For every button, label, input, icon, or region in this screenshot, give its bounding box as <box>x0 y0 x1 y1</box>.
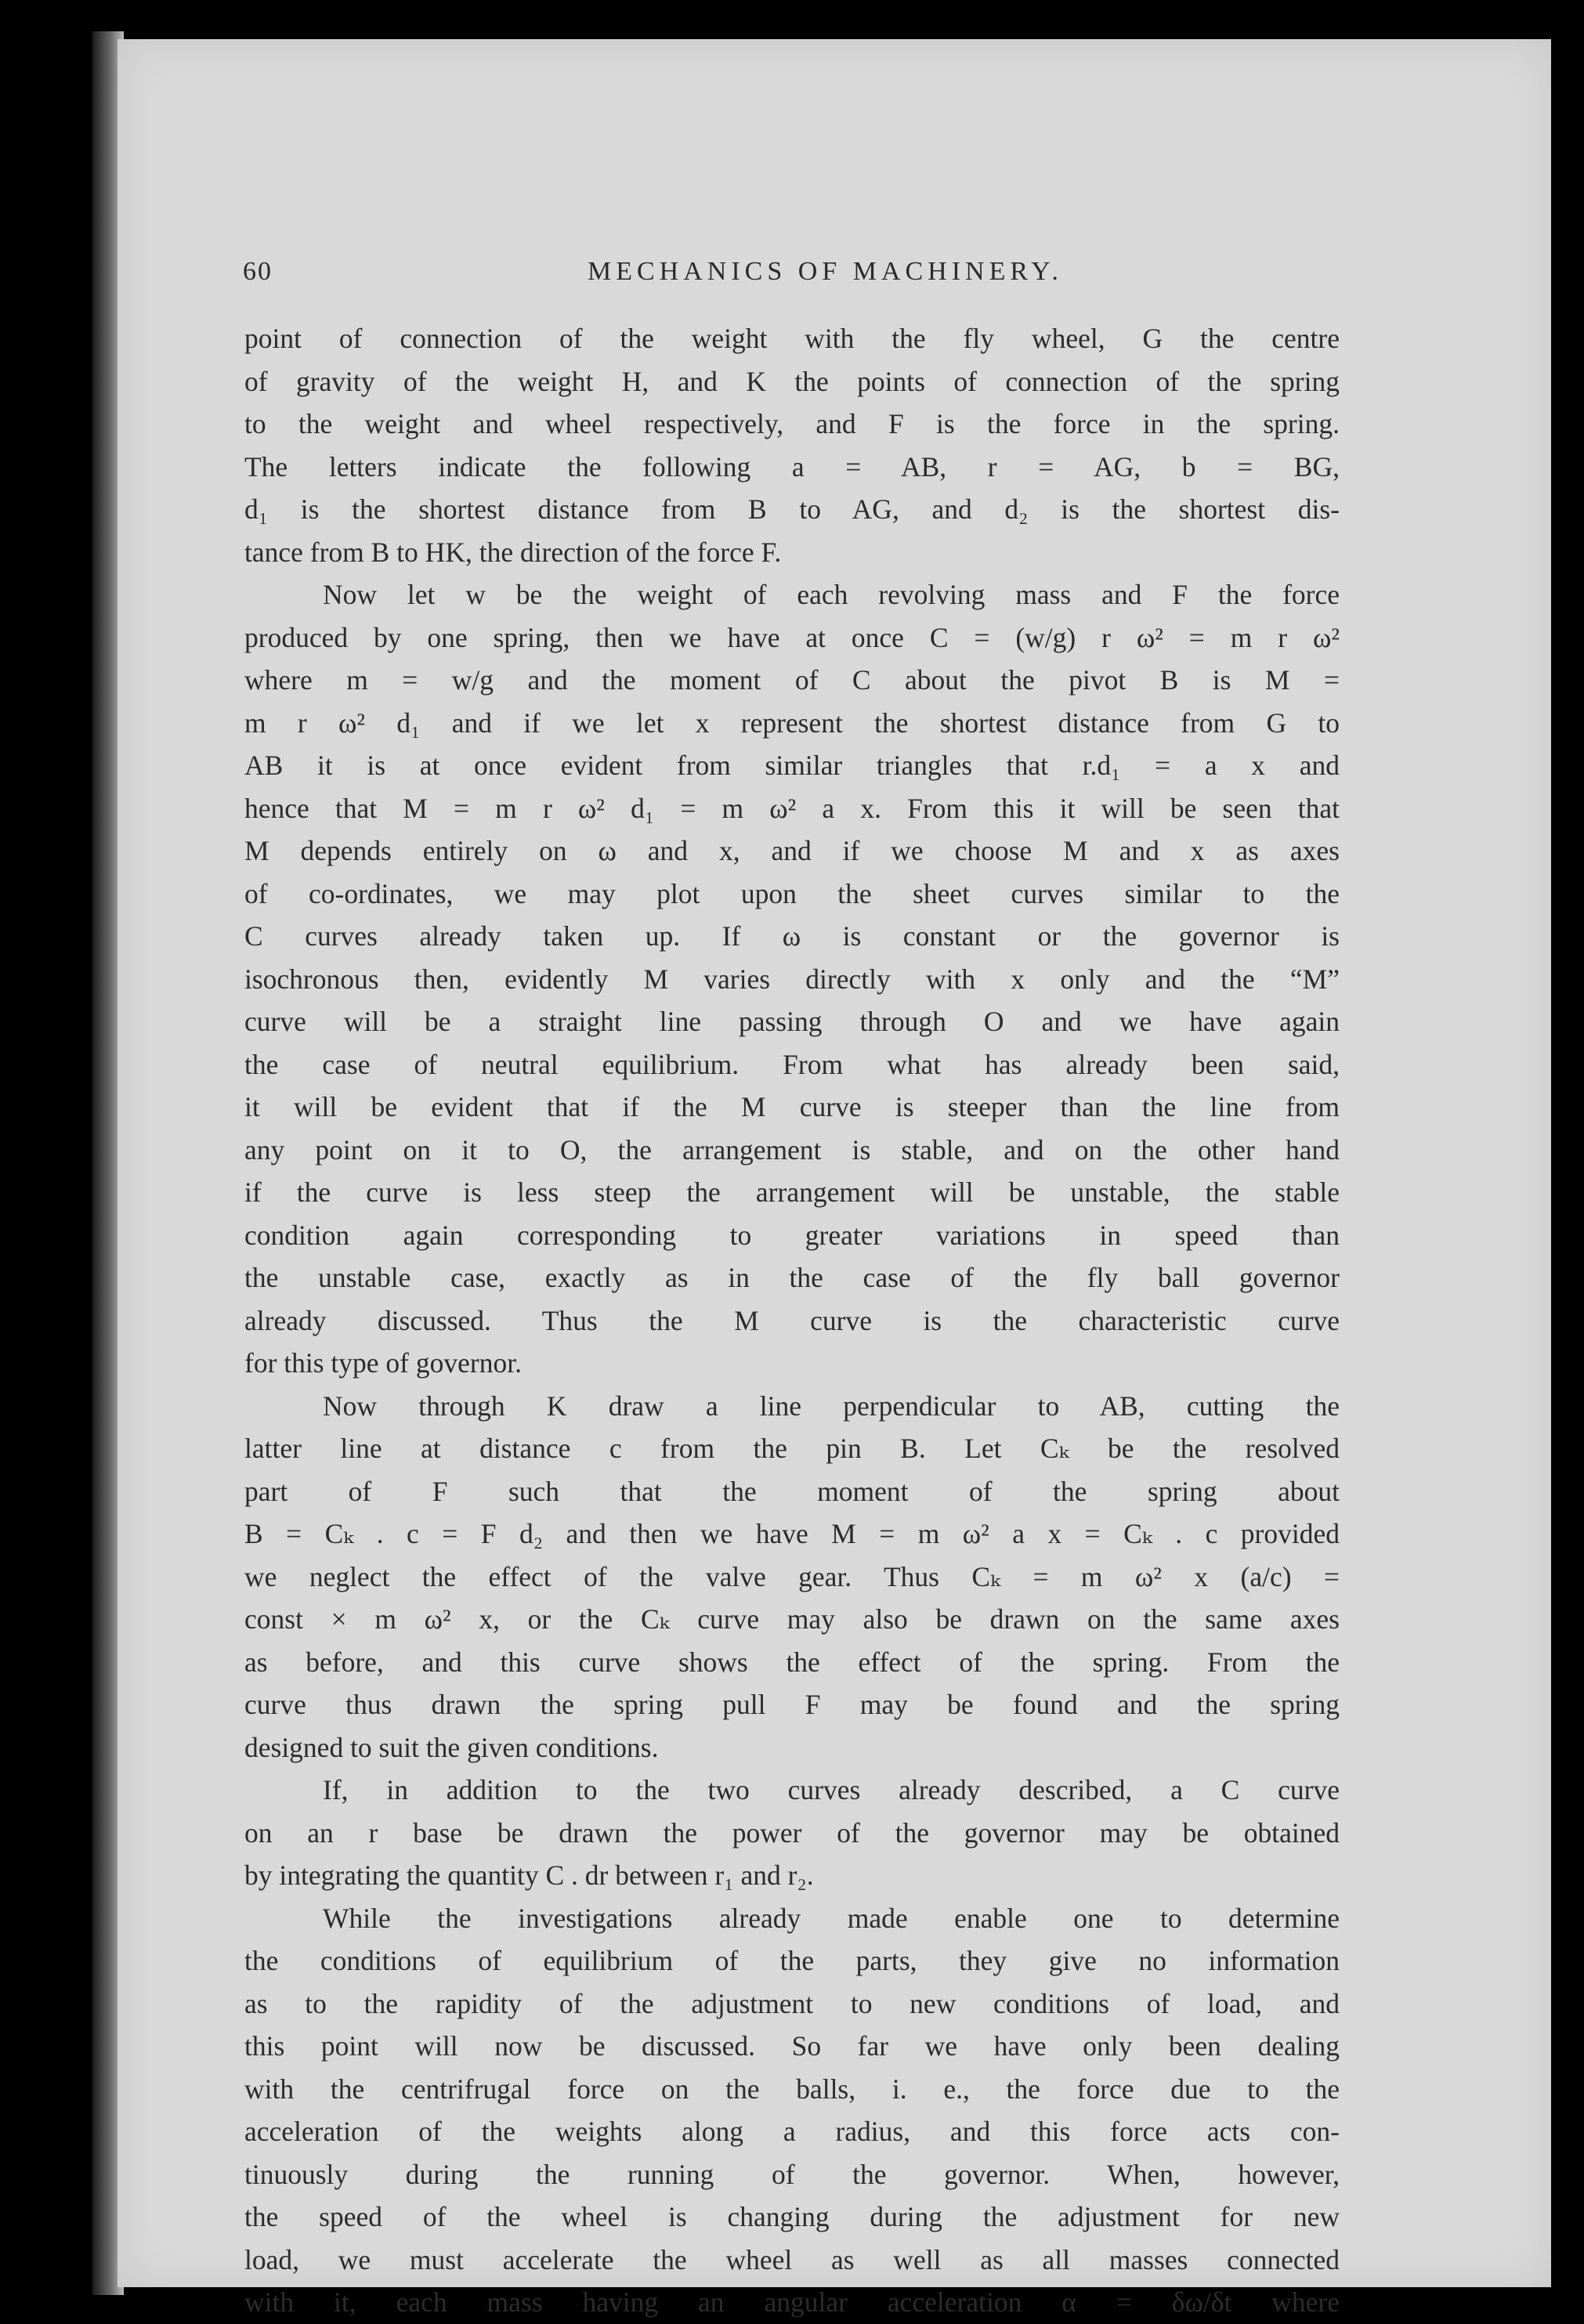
text-line: if the curve is less steep the arrangement will be unstable, the stable <box>244 1176 1340 1208</box>
text-line: curve thus drawn the spring pull F may be found and the spring <box>244 1689 1340 1720</box>
text-line: B = Cₖ . c = F d₂ and then we have M = m ω² a x = Cₖ . c provided <box>244 1518 1340 1549</box>
text-line: Now let w be the weight of each revolving mass and F the force <box>323 579 1340 610</box>
text-line: we neglect the effect of the valve gear. Thus Cₖ = m ω² x (a/c) = <box>244 1560 1340 1592</box>
text-line: const × m ω² x, or the Cₖ curve may also be drawn on the same axes <box>244 1603 1340 1635</box>
text-line: this point will now be discussed. So far we have only been dealing <box>244 2030 1340 2062</box>
text-line: Now through K draw a line perpendicular to AB, cutting the <box>323 1390 1340 1422</box>
text-line: condition again corresponding to greater variations in speed than <box>244 1219 1340 1251</box>
text-line: for this type of governor. <box>244 1347 522 1379</box>
text-line: M depends entirely on ω and x, and if we choose M and x as axes <box>244 835 1340 866</box>
text-line: with the centrifrugal force on the balls, i. e., the force due to the <box>244 2073 1340 2105</box>
text-line: curve will be a straight line passing through O and we have again <box>244 1006 1340 1037</box>
text-line: as before, and this curve shows the effect of the spring. From the <box>244 1646 1340 1678</box>
text-line: by integrating the quantity C . dr between r₁ and r₂. <box>244 1860 814 1891</box>
text-line: part of F such that the moment of the spring about <box>244 1475 1340 1507</box>
text-line: The letters indicate the following a = AB, r = AG, b = BG, <box>244 450 1340 483</box>
text-line: any point on it to O, the arrangement is stable, and on the other hand <box>244 1133 1340 1166</box>
text-line: designed to suit the given conditions. <box>244 1731 659 1763</box>
text-line: d₁ is the shortest distance from B to AG, and d₂ is the shortest dis- <box>244 493 1340 525</box>
body-text <box>244 317 1340 2324</box>
text-line: already discussed. Thus the M curve is the characteristic curve <box>244 1304 1340 1336</box>
text-line: isochronous then, evidently M varies directly with x only and the “M” <box>244 963 1340 995</box>
text-line: While the investigations already made enable one to determine <box>323 1902 1340 1934</box>
text-line: of co-ordinates, we may plot upon the sheet curves similar to the <box>244 877 1340 909</box>
page-number: 60 <box>243 257 273 286</box>
text-line: point of connection of the weight with the fly wheel, G the centre <box>244 323 1340 354</box>
text-line: with it, each mass having an angular acceleration α = δω/δt where <box>244 2286 1340 2318</box>
text-line: the unstable case, exactly as in the case of the fly ball governor <box>244 1262 1340 1293</box>
text-line: hence that M = m r ω² d₁ = m ω² a x. From this it will be seen that <box>244 792 1340 824</box>
text-line: produced by one spring, then we have at once C = (w/g) r ω² = m r ω² <box>244 621 1340 653</box>
text-line: it will be evident that if the M curve is steeper than the line from <box>244 1091 1340 1122</box>
text-line: C curves already taken up. If ω is constant or the governor is <box>244 920 1340 952</box>
text-line: as to the rapidity of the adjustment to new conditions of load, and <box>244 1987 1340 2019</box>
text-line: the speed of the wheel is changing during the adjustment for new <box>244 2201 1340 2232</box>
text-line: latter line at distance c from the pin B. Let Cₖ be the resolved <box>244 1433 1340 1464</box>
text-line: tance from B to HK, the direction of the force F. <box>244 536 782 568</box>
text-line: If, in addition to the two curves already described, a C curve <box>323 1774 1340 1805</box>
text-line: m r ω² d₁ and if we let x represent the shortest distance from G to <box>244 707 1340 739</box>
text-line: load, we must accelerate the wheel as well as all masses connected <box>244 2243 1340 2275</box>
text-line: the conditions of equilibrium of the parts, they give no information <box>244 1945 1340 1976</box>
text-line: of gravity of the weight H, and K the points of connection of the spring <box>244 365 1340 397</box>
text-line: where m = w/g and the moment of C about the pivot B is M = <box>244 664 1340 696</box>
text-line: AB it is at once evident from similar triangles that r.d₁ = a x and <box>244 750 1340 781</box>
text-line: to the weight and wheel respectively, and F is the force in the spring. <box>244 408 1340 439</box>
text-line: acceleration of the weights along a radius, and this force acts con- <box>244 2116 1340 2147</box>
text-line: on an r base be drawn the power of the governor may be obtained <box>244 1816 1340 1849</box>
page-header <box>243 257 1340 296</box>
running-head: MECHANICS OF MACHINERY. <box>588 257 1063 286</box>
text-line: tinuously during the running of the governor. When, however, <box>244 2158 1340 2190</box>
text-line: the case of neutral equilibrium. From what has already been said, <box>244 1048 1340 1080</box>
